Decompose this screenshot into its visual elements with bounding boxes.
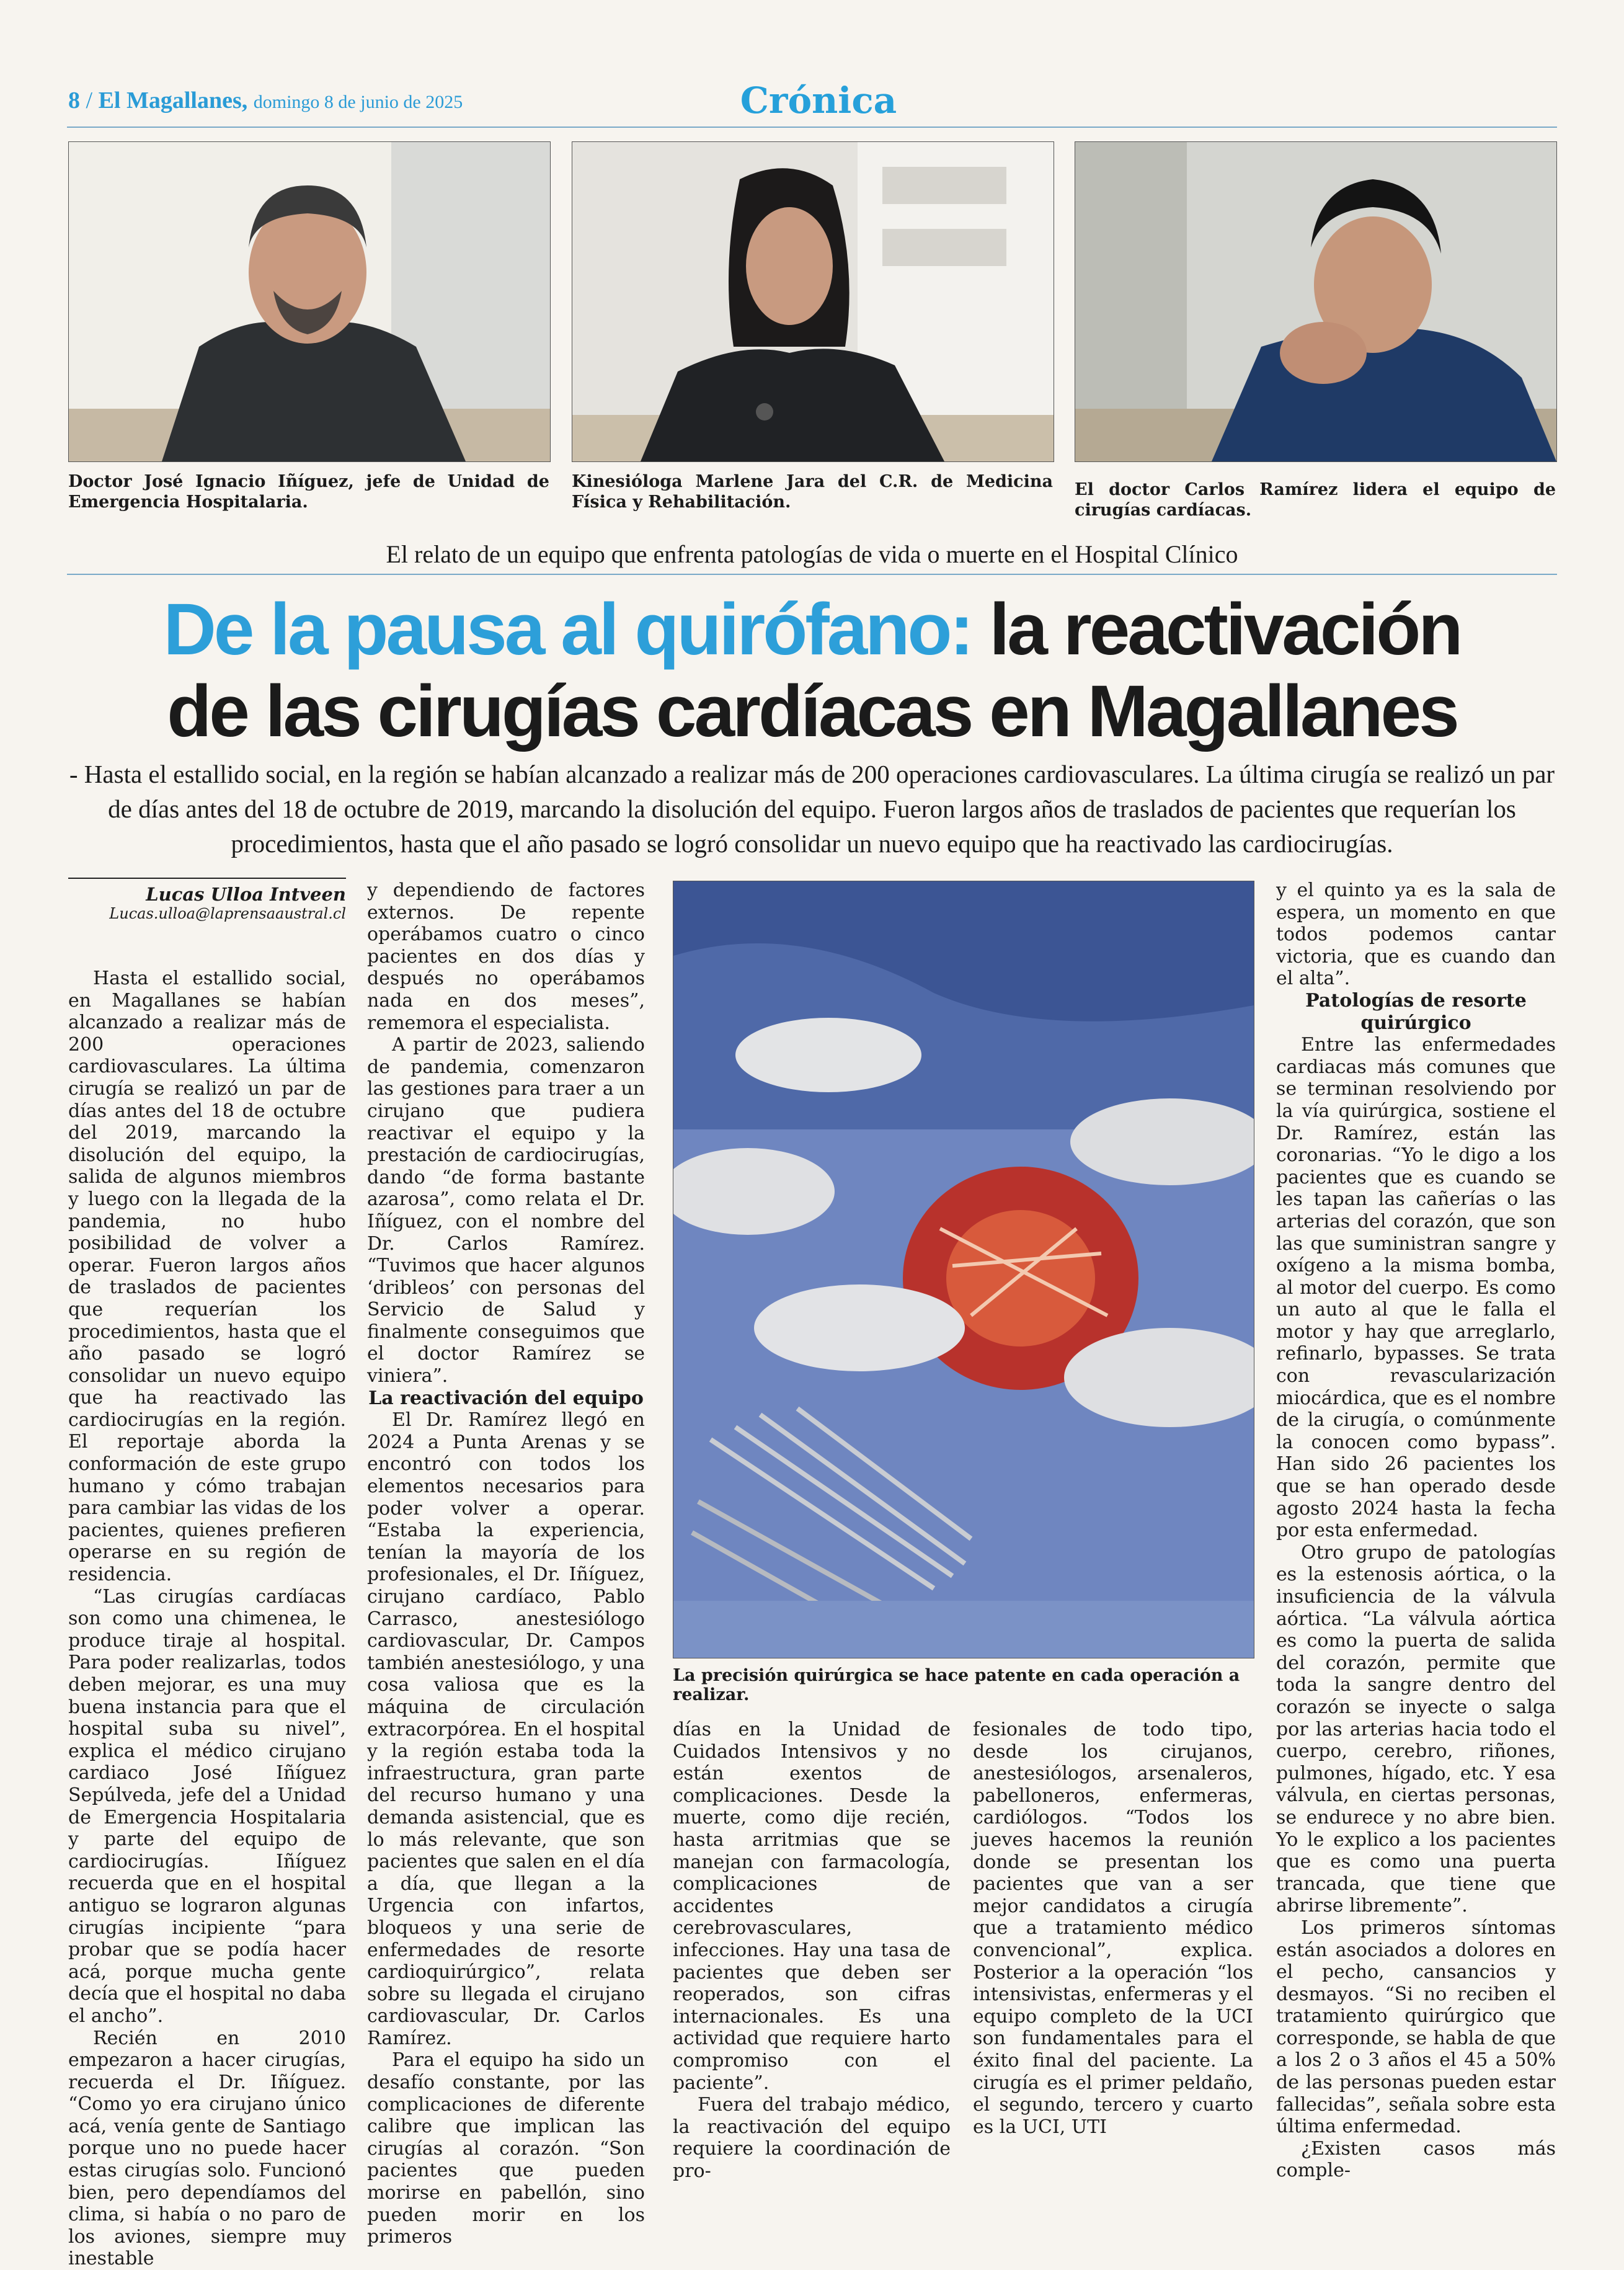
col5-para-1: y el quinto ya es la sala de espera, un momento en que todos podemos cantar victoria, que es cuando dan el alta”. — [1276, 879, 1556, 990]
header-divider — [67, 127, 1557, 128]
column-2 — [367, 879, 645, 2248]
byline-author: Lucas Ulloa Intveen — [68, 884, 346, 905]
separator: / — [86, 87, 93, 114]
col2-para-2: A partir de 2023, saliendo de pandemia, comenzaron las gestiones para traer a un cirujano que pudiera reactivar el equipo y la prestación de cardiocirugías, dando “de forma bastante azarosa”, como relata el Dr. Iñíguez, con el nombre del Dr. Carlos Ramírez. “Tuvimos que hacer algunos ‘dribleos’ con personas del Servicio de Salud y finalmente conseguimos que el doctor Ramírez se viniera”. — [367, 1034, 645, 1387]
headline-black: la reactivación — [990, 589, 1461, 670]
headline-blue: De la pausa al quirófano: — [164, 589, 972, 670]
article-kicker: El relato de un equipo que enfrenta patologías de vida o muerte en el Hospital Clínico — [67, 540, 1557, 569]
col5-para-3: Otro grupo de patologías es la estenosis aórtica, o la insuficiencia de la válvula aórtica. “La válvula aórtica es como la puerta de salida del corazón, permite que toda la sangre dentro del corazón se inyecte o salga por las arterias hacia todo el cuerpo, cerebro, riñones, pulmones, hígado, etc. Y esa válvula, en ciertas personas, se endurece y no abre bien. Yo le explico a los pacientes que es como una puerta trancada, que tiene que abrirse libremente”. — [1276, 1542, 1556, 1917]
col1-para-1: Hasta el estallido social, en Magallanes se habían alcanzado a realizar más de 200 operaciones cardiovasculares. La última cirugía se realizó un par de días antes del 18 de octubre del 2019, marcando la disolución del equipo, la salida de algunos miembros y luego con la llegada de la pandemia, no hubo posibilidad de volver a operar. Fueron largos años de traslados de pacientes que requerían los procedimientos, hasta que el año pasado se logró consolidar un nuevo equipo que ha reactivado las cardiocirugías en la región. El reportaje aborda la conformación de este grupo humano y cómo trabajan para cambiar las vidas de los pacientes, quienes prefieren operarse en su región de residencia. — [68, 968, 346, 1586]
photo-caption-1: Doctor José Ignacio Iñíguez, jefe de Unidad de Emergencia Hospitalaria. — [68, 471, 549, 512]
column-1 — [68, 968, 346, 2270]
col2-para-4: Para el equipo ha sido un desafío constante, por las complicaciones de diferente calibre que implican las cirugías al corazón. “Son pacientes que pueden morirse en pabellón, sino pueden morir en los primeros — [367, 2049, 645, 2248]
surgery-photo-caption: La precisión quirúrgica se hace patente en cada operación a realizar. — [673, 1666, 1253, 1704]
headline-line-1 — [67, 589, 1557, 670]
col3-para-1: días en la Unidad de Cuidados Intensivos y no están exentos de complicaciones. Desde la muerte, como dije recién, hasta arritmias que se manejan con farmacología, complicaciones de accidentes cerebrovasculares, infecciones. Hay una tasa de pacientes que deben ser reoperados, son cifras internacionales. Es una actividad que requiere harto compromiso con el paciente”. — [673, 1719, 951, 2094]
photo-dr-iniguez — [68, 141, 551, 462]
photo-surgery — [673, 881, 1254, 1658]
page-header — [68, 87, 463, 114]
issue-date: domingo 8 de junio de 2025 — [254, 92, 463, 112]
byline-block — [68, 878, 346, 922]
photo-caption-2: Kinesióloga Marlene Jara del C.R. de Medicina Física y Rehabilitación. — [572, 471, 1053, 512]
col4-para-1: fesionales de todo tipo, desde los cirujanos, anestesiólogos, arsenaleros, pabelloneros, enfermeras, cardiólogos. “Todos los jueves hacemos la reunión donde se presentan los pacientes que van a ser mejor candidatos a cirugía que a tratamiento médico convencional”, explica. Posterior a la operación “los intensivistas, enfermeras y el equipo completo de la UCI son fundamentales para el éxito final del paciente. La cirugía es el primer peldaño, el segundo, tercero y cuarto es la UCI, UTI — [973, 1719, 1253, 2138]
col5-para-2: Entre las enfermedades cardiacas más comunes que se terminan resolviendo por la vía quirúrgica, sostiene el Dr. Ramírez, están las coronarias. “Yo le digo a los pacientes que es cuando se les tapan las cañerías o las arterias del corazón, que son las que suministran sangre y oxígeno a la misma bomba, al motor del cuerpo. Es como un auto al que le falla el motor y hay que arreglarlo, refinarlo, bypasses. Se trata con revascularización miocárdica, que es el nombre de la cirugía, o comúnmente la conocen como bypass”. Han sido 26 pacientes los que se han operado desde agosto 2024 hasta la fecha por esta enfermedad. — [1276, 1034, 1556, 1542]
col5-para-5: ¿Existen casos más comple- — [1276, 2138, 1556, 2182]
newspaper-name: El Magallanes, — [99, 87, 248, 114]
page-number: 8 — [68, 87, 80, 114]
col2-subheading: La reactivación del equipo — [367, 1387, 645, 1410]
byline-email: Lucas.ulloa@laprensaaustral.cl — [68, 905, 346, 922]
col3-para-2: Fuera del trabajo médico, la reactivación del equipo requiere la coordinación de pro- — [673, 2094, 951, 2182]
col5-para-4: Los primeros síntomas están asociados a dolores en el pecho, cansancios y desmayos. “Si no reciben el tratamiento quirúrgico que corresponde, se habla de que a los 2 o 3 años el 45 a 50% de las personas pueden estar fallecidas”, señala sobre esta última enfermedad. — [1276, 1917, 1556, 2138]
kicker-divider — [67, 574, 1557, 575]
col1-para-2: “Las cirugías cardíacas son como una chimenea, le produce tiraje al hospital. Para poder realizarlas, todos deben mejorar, es una muy buena instancia para que el hospital suba su nivel”, explica el médico cirujano cardiaco José Iñíguez Sepúlveda, jefe del a Unidad de Emergencia Hospitalaria y parte del equipo de cardiocirugías. Iñíguez recuerda que en el hospital antiguo se lograron algunas cirugías incipiente “para probar que se podía hacer acá, porque mucha gente decía que el hospital no daba el ancho”. — [68, 1586, 346, 2027]
headline-line-2: de las cirugías cardíacas en Magallanes — [67, 671, 1557, 752]
photo-dr-ramirez — [1075, 141, 1557, 462]
column-5 — [1276, 879, 1556, 2182]
section-title: Crónica — [732, 79, 905, 122]
col2-para-1: y dependiendo de factores externos. De repente operábamos cuatro o cinco pacientes en dos días y después no operábamos nada en dos meses”, rememora el especialista. — [367, 879, 645, 1034]
col5-subheading: Patologías de resorte quirúrgico — [1276, 990, 1556, 1034]
col1-para-3: Recién en 2010 empezaron a hacer cirugías, recuerda el Dr. Iñíguez. “Como yo era cirujano único acá, venía gente de Santiago porque uno no puede hacer estas cirugías solo. Funcionó bien, pero dependíamos del clima, si había o no paro de los aviones, siempre muy inestable — [68, 2027, 346, 2270]
photo-kinesiologist-jara — [572, 141, 1054, 462]
column-4 — [973, 1719, 1253, 2138]
article-lede: - Hasta el estallido social, en la región se habían alcanzado a realizar más de 200 operaciones cardiovasculares. La última cirugía se realizó un par de días antes del 18 de octubre de 2019, marcando la disolución del equipo. Fueron largos años de traslados de pacientes que requerían los procedimientos, hasta que el año pasado se logró consolidar un nuevo equipo que ha reactivado las cardiocirugías. — [67, 757, 1557, 861]
photo-caption-3: El doctor Carlos Ramírez lidera el equipo de cirugías cardíacas. — [1075, 479, 1556, 520]
col2-para-3: El Dr. Ramírez llegó en 2024 a Punta Arenas y se encontró con todos los elementos necesarios para poder volver a operar. “Estaba la experiencia, tenían la mayoría de los profesionales, el Dr. Iñíguez, cirujano cardíaco, Pablo Carrasco, anestesiólogo cardiovascular, Dr. Campos también anestesiólogo, y una cosa valiosa que es la máquina de circulación extracorpórea. En el hospital y la región estaba toda la infraestructura, gran parte del recurso humano y una demanda asistencial, que es lo más relevante, que son pacientes que salen en el día a día, que llegan a la Urgencia con infartos, bloqueos y una serie de enfermedades de resorte cardioquirúrgico”, relata sobre su llegada el cirujano cardiovascular, Dr. Carlos Ramírez. — [367, 1409, 645, 2049]
column-3 — [673, 1719, 951, 2182]
